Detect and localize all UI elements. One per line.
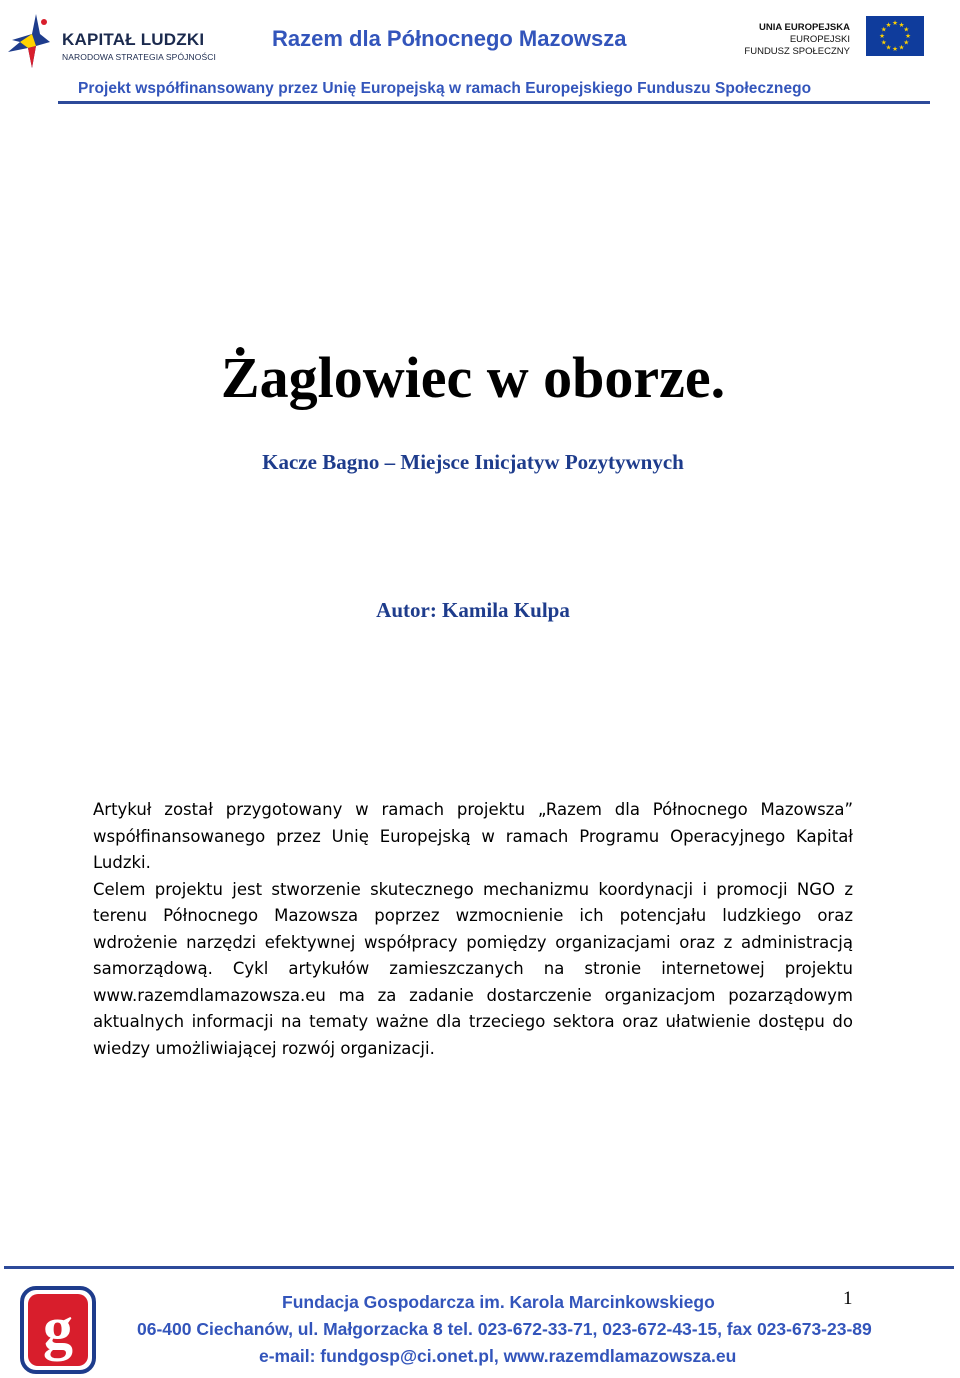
document-subtitle: Kacze Bagno – Miejsce Inicjatyw Pozytywnych — [262, 450, 684, 474]
page-header — [0, 0, 960, 110]
eu-line-1: UNIA EUROPEJSKA — [759, 22, 850, 33]
eu-star: ★ — [903, 25, 910, 34]
eu-logo-text — [738, 22, 850, 58]
paragraph-intro: Artykuł został przygotowany w ramach projektu „Razem dla Północnego Mazowsza” współfinansowanego przez Unię Europejską w ramach Programu Operacyjnego Kapitał Ludzki. — [93, 800, 853, 872]
footer-foundation-name: Fundacja Gospodarcza im. Karola Marcinkowskiego — [282, 1292, 715, 1312]
eu-star: ★ — [892, 45, 898, 54]
eu-star: ★ — [892, 19, 898, 28]
foundation-logo-letter: g — [43, 1295, 73, 1361]
eu-star: ★ — [880, 25, 887, 34]
eu-star: ★ — [885, 43, 892, 52]
eu-star: ★ — [898, 43, 905, 52]
eu-star: ★ — [905, 32, 911, 41]
footer-contact: e-mail: fundgosp@ci.onet.pl, www.razemdlamazowsza.eu — [259, 1346, 737, 1366]
document-author: Autor: Kamila Kulpa — [376, 598, 570, 622]
eu-star: ★ — [879, 32, 885, 41]
page-number: 1 — [843, 1288, 853, 1309]
foundation-g-logo-icon — [20, 1286, 96, 1374]
eu-line-2: EUROPEJSKI — [789, 34, 850, 45]
eu-star: ★ — [898, 20, 905, 29]
eu-line-3: FUNDUSZ SPOŁECZNY — [744, 46, 850, 57]
footer-rule — [4, 1266, 954, 1269]
eu-star: ★ — [880, 38, 887, 47]
kapital-ludzki-title: KAPITAŁ LUDZKI — [62, 30, 205, 49]
kapital-ludzki-logo — [6, 8, 216, 74]
kapital-ludzki-subtitle: NARODOWA STRATEGIA SPÓJNOŚCI — [62, 52, 216, 62]
eu-star: ★ — [885, 20, 892, 29]
document-title: Żaglowiec w oborze. — [220, 345, 726, 410]
eu-flag-icon — [866, 16, 924, 56]
header-title: Razem dla Północnego Mazowsza — [272, 26, 627, 51]
footer-address: 06-400 Ciechanów, ul. Małgorzacka 8 tel. 023-672-33-71, 023-672-43-15, fax 023-673-23-89 — [137, 1319, 872, 1339]
document-body — [93, 797, 853, 1062]
eu-star: ★ — [903, 38, 910, 47]
header-rule — [58, 101, 930, 104]
paragraph-project-goal: Celem projektu jest stworzenie skutecznego mechanizmu koordynacji i promocji NGO z terenu Północnego Mazowsza poprzez wzmocnienie ich potencjału ludzkiego oraz wdrożenie narzędzi efektywnej współpracy pomiędzy organizacjami oraz z administracją samorządową. Cykl artykułów zamieszczanych na stronie internetowej projektu www.razemdlamazowsza.eu ma za zadanie dostarczenie organizacjom pozarządowym aktualnych informacji na tematy ważne dla trzeciego sektora oraz ułatwienie dostępu do wiedzy umożliwiającej rozwój organizacji. — [93, 879, 853, 1058]
kapital-ludzki-star-icon — [6, 8, 54, 74]
header-subtitle: Projekt współfinansowany przez Unię Europejską w ramach Europejskiego Funduszu Społecznego — [78, 80, 812, 97]
eu-logo — [724, 6, 940, 70]
